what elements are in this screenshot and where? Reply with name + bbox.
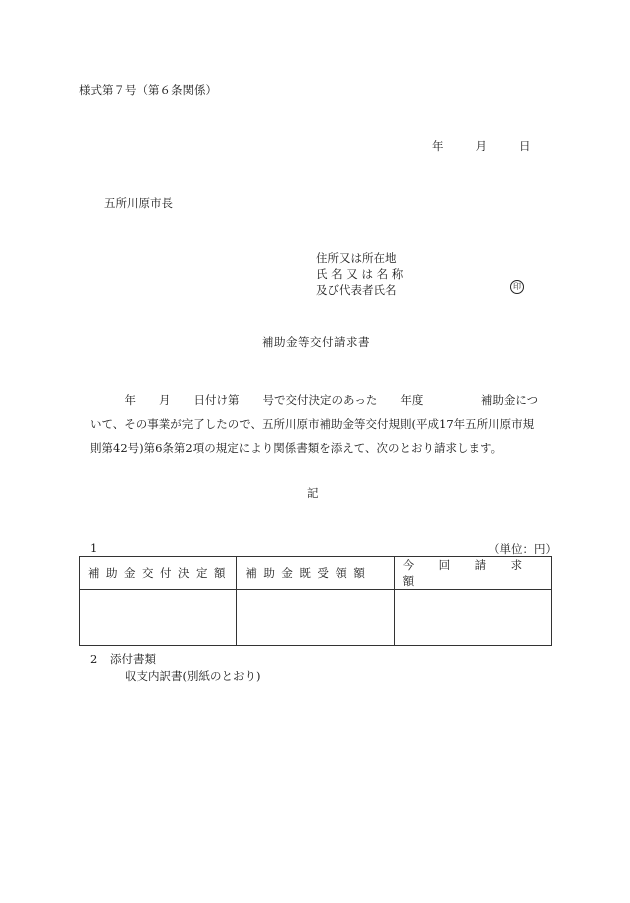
form-number: 様式第７号（第６条関係） (79, 83, 217, 97)
body-line-1: 年 月 日付け第 号で交付決定のあった 年度 補助金につ (90, 393, 539, 407)
ki-heading: 記 (307, 486, 319, 500)
addressee: 五所川原市長 (104, 196, 173, 210)
representative-label: 及び代表者氏名 (316, 283, 397, 297)
header-decided-amount: 補助金交付決定額 (80, 557, 237, 590)
date-line (432, 138, 531, 154)
item-2-number: 2 (90, 652, 98, 666)
attachment-text: 収支内訳書(別紙のとおり) (125, 669, 261, 683)
item-2-label: 添付書類 (110, 652, 156, 666)
document-title: 補助金等交付請求書 (262, 335, 370, 349)
name-label: 氏 名 又 は 名 称 (316, 267, 404, 281)
table-header-row (80, 557, 552, 590)
item-2 (90, 651, 156, 667)
unit-label: （単位：円） (488, 542, 557, 556)
header-request-amount: 今 回 請 求 額 (394, 557, 551, 590)
body-text (90, 388, 542, 460)
cell-received-amount (237, 590, 394, 646)
body-line-2: いて、その事業が完了したので、五所川原市補助金等交付規則(平成17年五所川原市規 (90, 417, 535, 431)
applicant-block (316, 250, 403, 298)
amount-table (79, 556, 552, 646)
seal-icon: 印 (510, 280, 524, 294)
date-day: 日 (519, 139, 531, 153)
cell-request-amount (394, 590, 551, 646)
date-month: 月 (475, 139, 487, 153)
table-row (80, 590, 552, 646)
date-year: 年 (432, 139, 444, 153)
address-label: 住所又は所在地 (316, 251, 397, 265)
body-line-3: 則第42号)第6条第2項の規定により関係書類を添えて、次のとおり請求します。 (90, 441, 503, 455)
item-1-number: 1 (90, 541, 98, 555)
header-received-amount: 補助金既受領額 (237, 557, 394, 590)
cell-decided-amount (80, 590, 237, 646)
